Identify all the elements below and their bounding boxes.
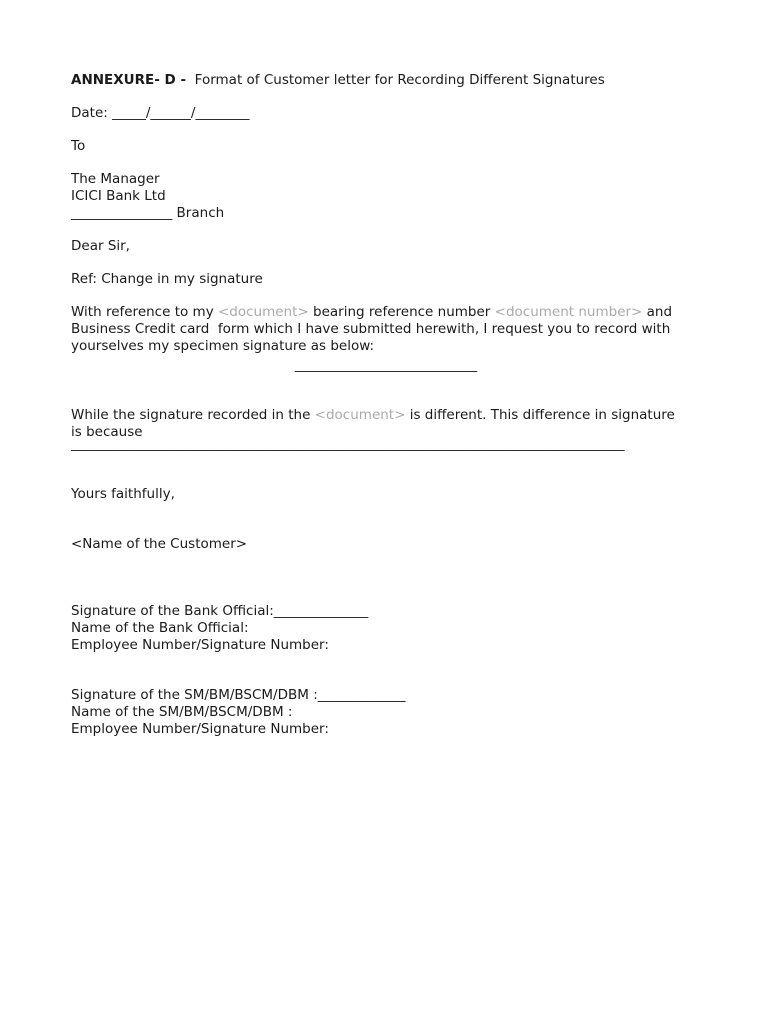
- date-line: [71, 105, 701, 122]
- reason-blank-line: __________________________________________________________________________________: [71, 436, 625, 452]
- annexure-label: ANNEXURE- D -: [71, 72, 187, 88]
- sm-signature: Signature of the SM/BM/BSCM/DBM :_____________: [71, 687, 406, 703]
- reference-line: Ref: Change in my signature: [71, 271, 263, 287]
- document-placeholder: <document>: [314, 407, 406, 423]
- sm-name: Name of the SM/BM/BSCM/DBM :: [71, 704, 293, 720]
- bank-official-employee-number: Employee Number/Signature Number:: [71, 637, 329, 653]
- letter-page: [71, 72, 701, 738]
- address-manager: The Manager: [71, 171, 160, 187]
- address-bank: ICICI Bank Ltd: [71, 188, 166, 204]
- document-placeholder: <document>: [217, 304, 309, 320]
- date-blanks: _____/______/________: [112, 105, 250, 121]
- document-number-placeholder: <document number>: [494, 304, 643, 320]
- branch-blank: _______________: [71, 205, 173, 221]
- para1-line3: yourselves my specimen signature as below:: [71, 338, 375, 354]
- specimen-signature-line: ___________________________: [294, 357, 478, 373]
- bank-official-name: Name of the Bank Official:: [71, 620, 249, 636]
- sm-employee-number: Employee Number/Signature Number:: [71, 721, 329, 737]
- para2-line1: While the signature recorded in the <document> is different. This difference in signature: [71, 407, 675, 423]
- document-title: Format of Customer letter for Recording Different Signatures: [194, 72, 605, 88]
- para2-line2: is because: [71, 424, 143, 440]
- bank-official-signature: Signature of the Bank Official:______________: [71, 603, 369, 619]
- closing: Yours faithfully,: [71, 486, 175, 502]
- to-line: To: [71, 138, 86, 154]
- customer-name-placeholder: <Name of the Customer>: [71, 536, 248, 552]
- para1-line1: With reference to my <document> bearing reference number <document number> and: [71, 304, 673, 320]
- heading-line: [71, 72, 701, 89]
- salutation: Dear Sir,: [71, 238, 130, 254]
- branch-label: Branch: [176, 205, 225, 221]
- para1-line2: Business Credit card form which I have submitted herewith, I request you to record with: [71, 321, 671, 337]
- date-label: Date:: [71, 105, 108, 121]
- address-branch: [71, 205, 701, 222]
